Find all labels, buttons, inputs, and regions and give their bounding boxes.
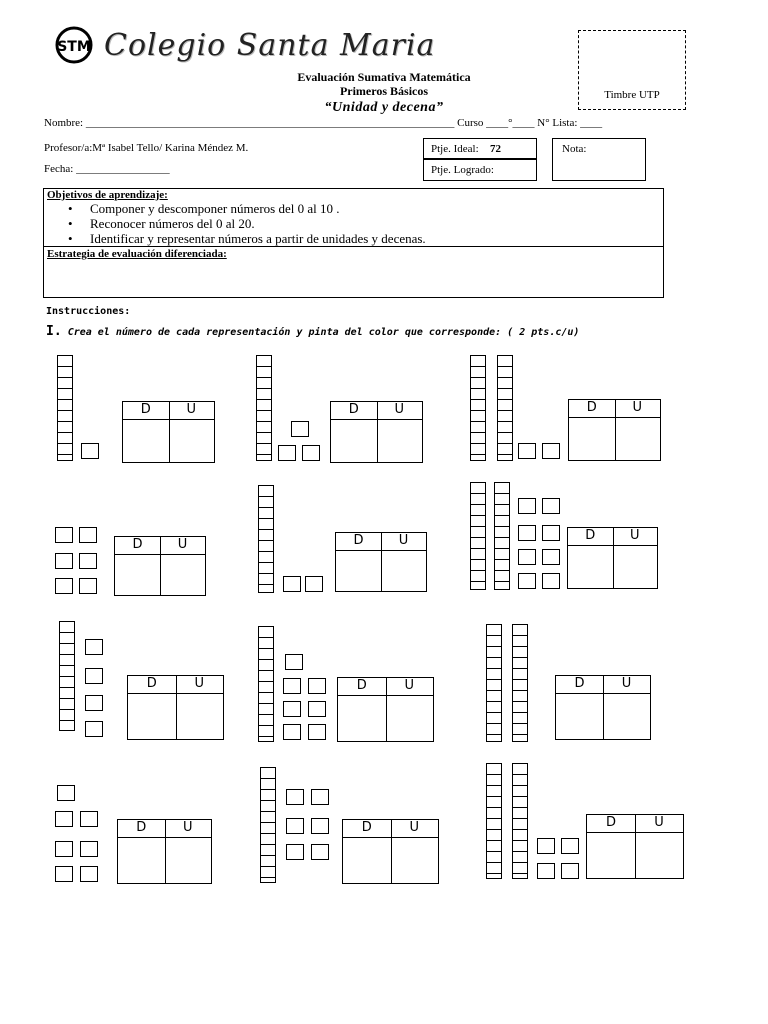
unit-cube [55,841,73,857]
unit-cube [85,668,103,684]
tens-header: D [361,820,372,835]
ten-rod [470,355,486,461]
tens-answer-cell[interactable] [343,838,391,883]
unit-cube [311,844,329,860]
units-header: U [194,676,204,691]
unit-cube [537,863,555,879]
exam-grade: Primeros Básicos [339,84,429,98]
ten-rod [57,355,73,461]
units-answer-cell[interactable] [381,551,426,591]
tens-header: D [132,537,143,552]
tens-answer-cell[interactable] [556,694,603,739]
exam-unit: “Unidad y decena” [324,100,444,115]
unit-cube [286,818,304,834]
unit-cube [283,576,301,592]
units-answer-cell[interactable] [160,555,205,595]
units-answer-cell[interactable] [386,696,434,741]
units-answer-cell[interactable] [169,420,215,462]
unit-cube [55,578,73,594]
unit-cube [305,576,323,592]
unit-cube [283,701,301,717]
tens-answer-cell[interactable] [118,838,165,883]
teacher-line: Profesor/a:Mª Isabel Tello/ Karina Méndez M. [44,142,249,154]
units-header: U [632,400,642,415]
instruction-text: Crea el número de cada representación y pinta del color que corresponde: ( 2 pts.c/u) [67,327,580,338]
tens-units-table[interactable] [335,532,427,592]
tens-header: D [136,820,147,835]
unit-cube [542,443,560,459]
unit-cube [542,498,560,514]
units-answer-cell[interactable] [165,838,212,883]
units-header: U [186,402,196,417]
tens-header: D [586,400,597,415]
tens-header: D [605,815,616,830]
ten-rod [497,355,513,461]
ten-rod [512,763,528,879]
units-header: U [182,820,193,835]
tens-answer-cell[interactable] [115,555,160,595]
unit-cube [542,549,560,565]
unit-cube [518,525,536,541]
tens-units-table[interactable] [555,675,651,740]
instruction-number: I. [46,324,62,339]
timbre-utp-label: Timbre UTP [604,89,660,101]
tens-header: D [585,528,596,543]
unit-cube [80,811,98,827]
tens-header: D [574,676,585,691]
unit-cube [308,701,326,717]
unit-cube [308,678,326,694]
tens-units-table[interactable] [586,814,684,879]
units-answer-cell[interactable] [391,838,439,883]
ten-rod [258,626,274,742]
tens-header: D [140,402,151,417]
tens-header: D [348,402,359,417]
units-answer-cell[interactable] [377,420,423,462]
unit-cube [286,789,304,805]
units-header: U [394,402,404,417]
unit-cube [561,863,579,879]
tens-units-table[interactable] [567,527,658,589]
unit-cube [283,678,301,694]
tens-answer-cell[interactable] [338,696,386,741]
unit-cube [283,724,301,740]
instructions-heading: Instrucciones: [46,306,131,317]
unit-cube [79,578,97,594]
units-header: U [654,815,664,830]
unit-cube [85,721,103,737]
tens-units-table[interactable] [114,536,206,596]
tens-units-table[interactable] [122,401,215,463]
unit-cube [79,527,97,543]
tens-answer-cell[interactable] [331,420,377,462]
ten-rod [512,624,528,742]
student-info-line[interactable]: Nombre: ___________________________________________________________________ Curso ____°____ N° Lista: ____ [44,117,603,129]
units-answer-cell[interactable] [615,418,661,460]
unit-cube [311,789,329,805]
unit-cube [55,553,73,569]
units-answer-cell[interactable] [176,694,224,739]
tens-answer-cell[interactable] [587,833,635,878]
unit-cube [286,844,304,860]
units-answer-cell[interactable] [635,833,683,878]
unit-cube [518,443,536,459]
objectives-heading: Objetivos de aprendizaje: [47,189,168,201]
achieved-score-label: Ptje. Logrado: [431,164,494,176]
tens-header: D [146,676,157,691]
unit-cube [80,866,98,882]
units-answer-cell[interactable] [603,694,650,739]
unit-cube [518,573,536,589]
date-line[interactable]: Fecha: _________________ [44,163,170,175]
unit-cube [518,498,536,514]
tens-answer-cell[interactable] [128,694,176,739]
units-header: U [177,537,188,552]
unit-cube [537,838,555,854]
unit-cube [80,841,98,857]
ten-rod [256,355,272,461]
tens-header: D [356,678,367,693]
unit-cube [291,421,309,437]
ten-rod [486,763,502,879]
unit-cube [55,527,73,543]
ten-rod [59,621,75,731]
unit-cube [57,785,75,801]
unit-cube [285,654,303,670]
units-header: U [629,528,640,543]
objective-item: • Componer y descomponer números del 0 al 10 . [68,201,426,216]
tens-header: D [353,533,364,548]
ten-rod [486,624,502,742]
unit-cube [308,724,326,740]
units-header: U [398,533,409,548]
tens-answer-cell[interactable] [336,551,381,591]
unit-cube [542,573,560,589]
objective-item: • Reconocer números del 0 al 20. [68,216,426,231]
unit-cube [79,553,97,569]
tens-answer-cell[interactable] [568,546,613,588]
ten-rod [260,767,276,883]
tens-units-table[interactable] [127,675,224,740]
unit-cube [311,818,329,834]
unit-cube [55,811,73,827]
units-header: U [409,820,419,835]
ten-rod [494,482,510,590]
unit-cube [278,445,296,461]
ten-rod [258,485,274,593]
unit-cube [518,549,536,565]
strategy-heading: Estrategia de evaluación diferenciada: [47,248,227,260]
tens-units-table[interactable] [117,819,212,884]
tens-units-table[interactable] [337,677,434,742]
tens-units-table[interactable] [330,401,423,463]
objective-item: • Identificar y representar números a partir de unidades y decenas. [68,231,426,246]
unit-cube [85,639,103,655]
tens-answer-cell[interactable] [569,418,615,460]
unit-cube [302,445,320,461]
units-answer-cell[interactable] [613,546,658,588]
ideal-score-label: Ptje. Ideal: [431,143,479,155]
school-name-logo: Colegio Santa Maria [104,28,436,63]
unit-cube [561,838,579,854]
ten-rod [470,482,486,590]
unit-cube [55,866,73,882]
units-header: U [621,676,632,691]
exam-title: Evaluación Sumativa Matemática [297,70,471,84]
tens-answer-cell[interactable] [123,420,169,462]
ideal-score-value: 72 [490,143,501,155]
units-header: U [404,678,414,693]
seal-text: STM [57,39,91,55]
unit-cube [85,695,103,711]
tens-units-table[interactable] [342,819,439,884]
tens-units-table[interactable] [568,399,661,461]
grade-label: Nota: [562,143,587,155]
unit-cube [542,525,560,541]
unit-cube [81,443,99,459]
